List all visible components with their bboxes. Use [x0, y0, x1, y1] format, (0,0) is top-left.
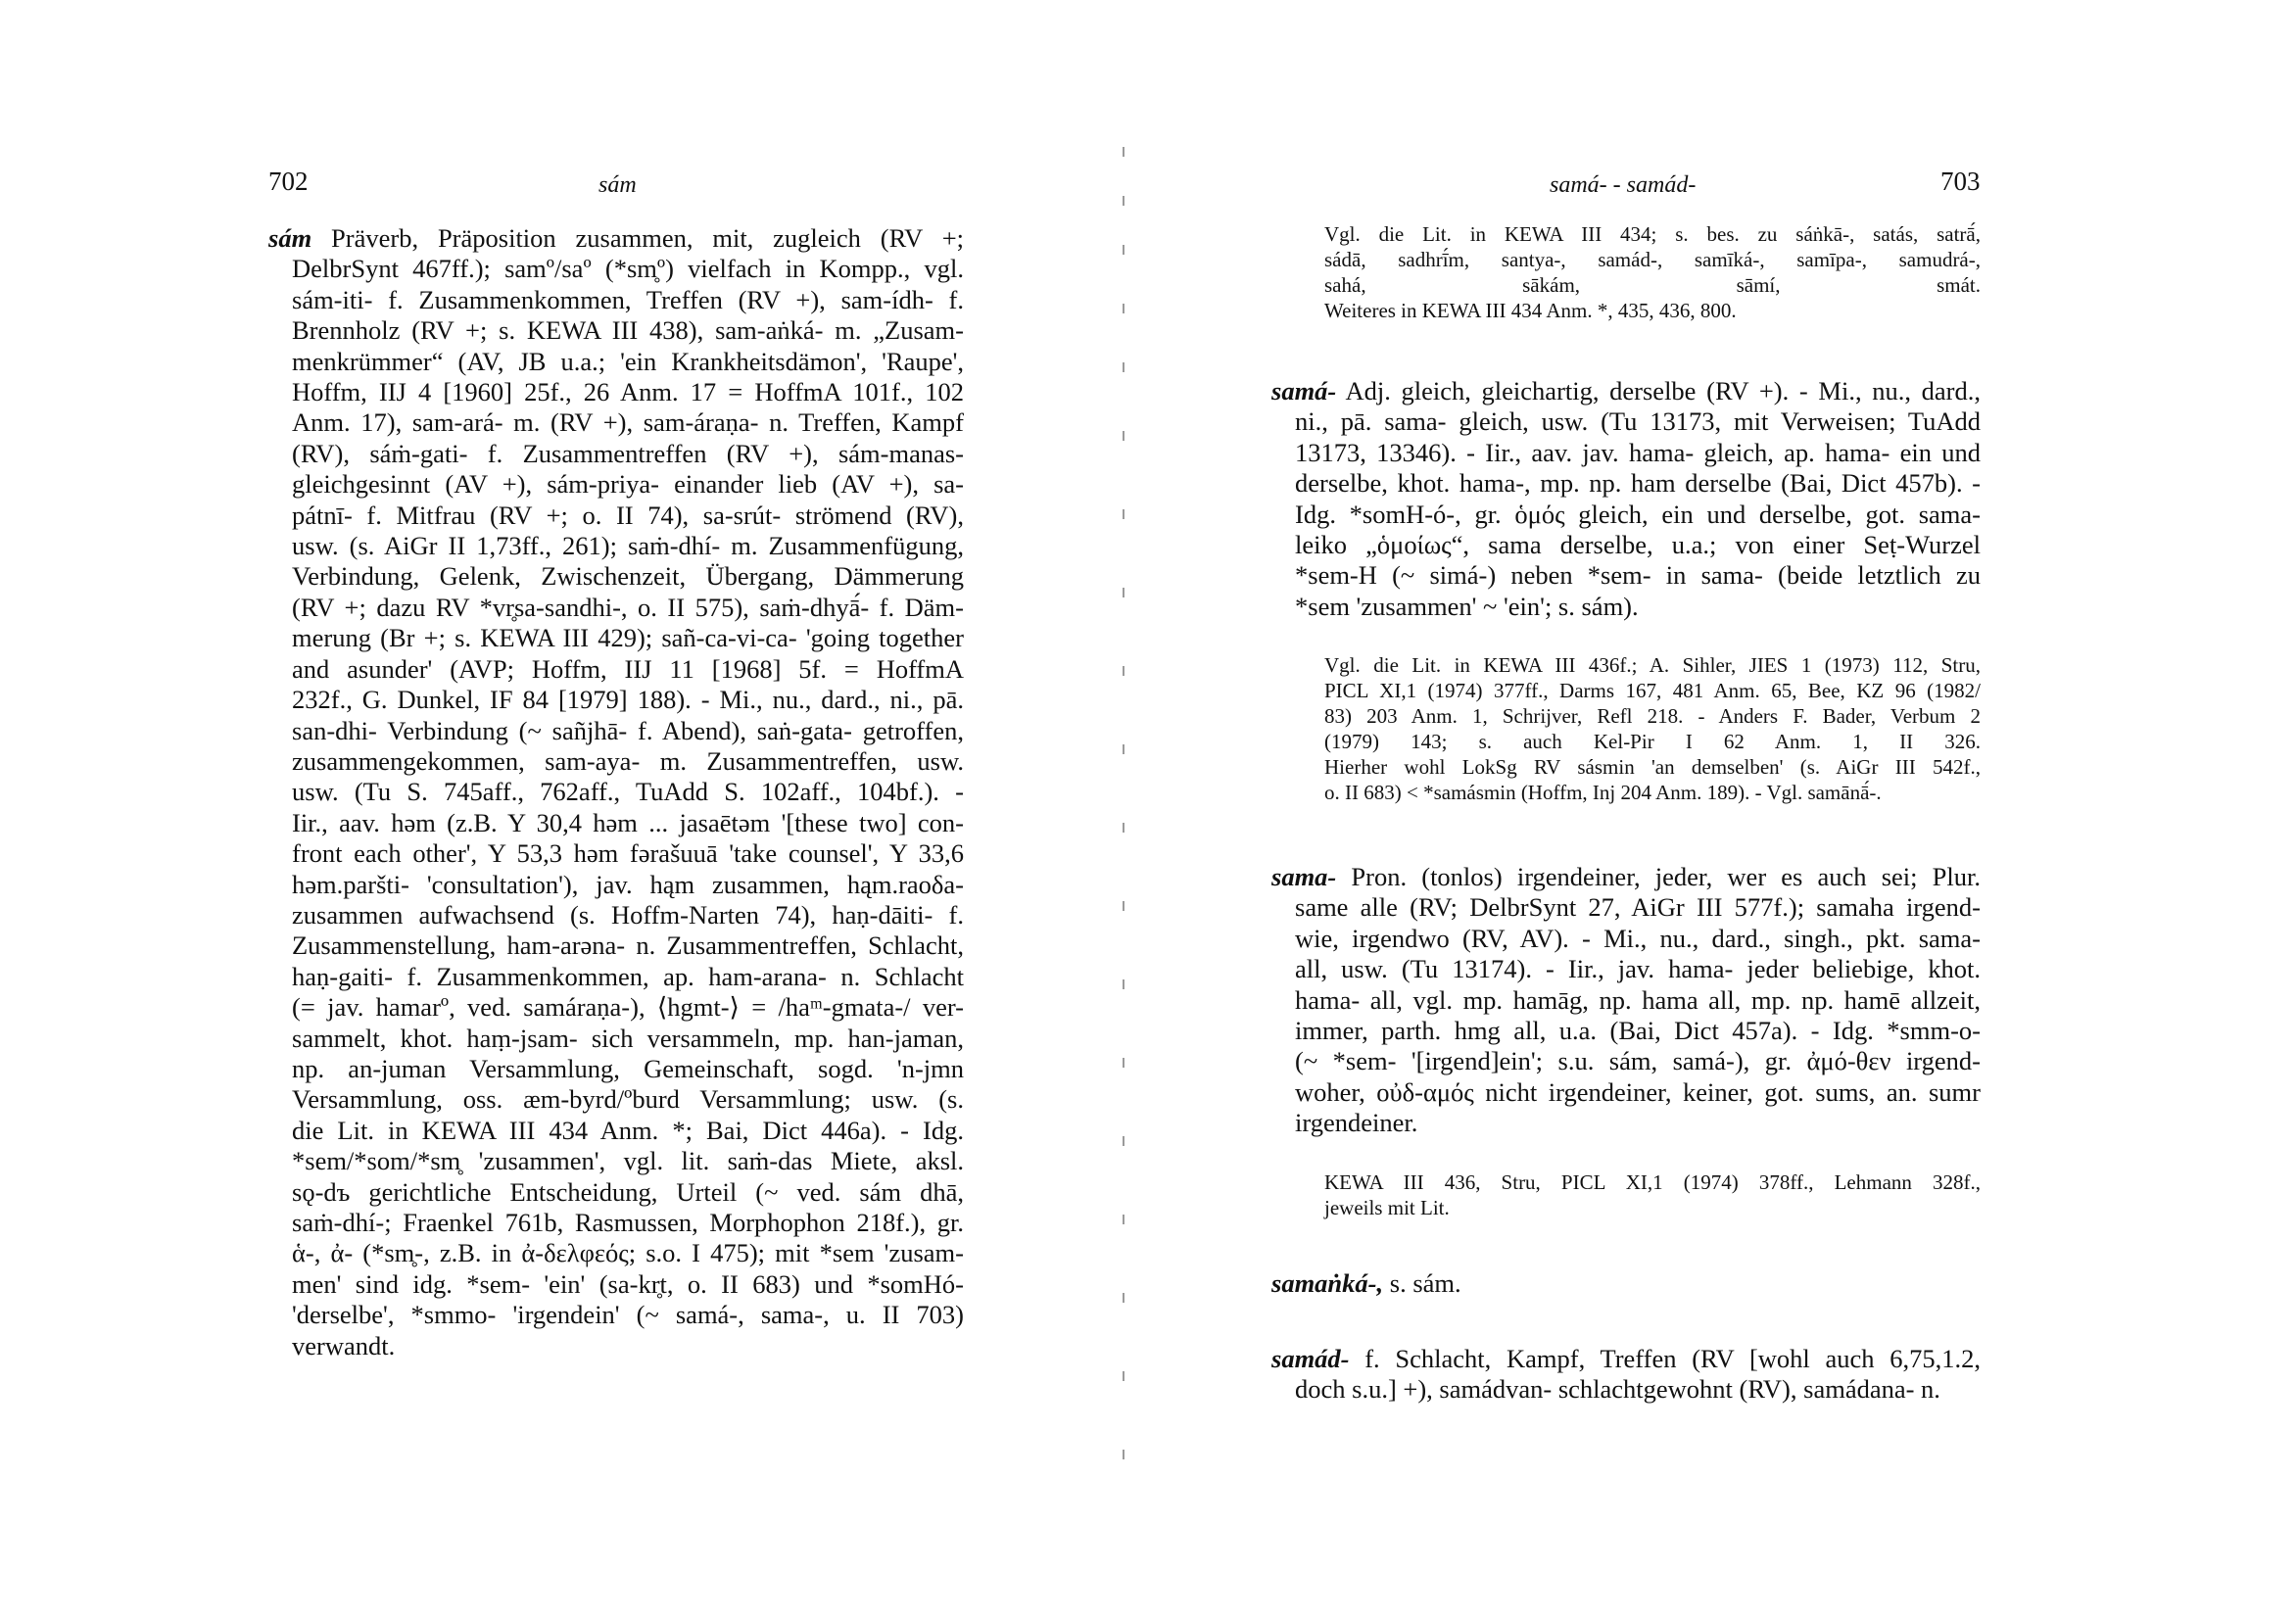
- text-line: Verbindung, Gelenk, Zwischenzeit, Übergang, Dämmerung: [292, 561, 964, 592]
- text-line: same alle (RV; DelbrSynt 27, AiGr III 577f.); samaha irgend-: [1295, 892, 1981, 923]
- text-line: haṇ-gaiti- f. Zusammenkommen, ap. ham-arana- n. Schlacht: [292, 961, 964, 991]
- running-head-right: samá- - samád-: [1550, 172, 1697, 198]
- text-line: *sem 'zusammen' ~ 'ein'; s. sám).: [1295, 591, 1639, 621]
- text-line: Idg. *somH-ó-, gr. ὁμός gleich, ein und derselbe, got. sama-: [1295, 499, 1981, 529]
- text-line: (~ *sem- '[irgend]ein'; s.u. sám, samá-), gr. ἀμό-θεν irgend-: [1295, 1046, 1981, 1076]
- text-line: np. an-juman Versammlung, Gemeinschaft, sogd. 'n-jmn: [292, 1053, 964, 1083]
- text-line: Iir., aav. həm (z.B. Y 30,4 həm ... jasaētəm '[these two] con-: [292, 807, 964, 837]
- text-line: 232f., G. Dunkel, IF 84 [1979] 188). - Mi., nu., dard., ni., pā.: [292, 685, 964, 715]
- text-line: all, usw. (Tu 13174). - Iir., jav. hama- jeder beliebige, khot.: [1295, 954, 1981, 984]
- text-line: hama- all, vgl. mp. hamāg, np. hama all, mp. np. hamē allzeit,: [1295, 984, 1981, 1015]
- text-line: Weiteres in KEWA III 434 Anm. *, 435, 436, 800.: [1324, 299, 1737, 322]
- text-line: (= jav. hamarº, ved. samáraṇa-), ⟨hgmt-⟩ = /haᵐ-gmata-/ ver-: [292, 992, 964, 1023]
- text-line: saṁ-dhí-; Fraenkel 761b, Rasmussen, Morphophon 218f.), gr.: [292, 1208, 964, 1237]
- text-line: leiko „ὁμοίως“, sama derselbe, u.a.; von einer Seṭ-Wurzel: [1295, 530, 1981, 560]
- text-line: sám Präverb, Präposition zusammen, mit, zugleich (RV +;: [268, 223, 964, 253]
- entry-sam: [268, 223, 964, 1361]
- text-line: həm.paršti- 'consultation'), jav. hąm zusammen, hąm.raoδa-: [292, 869, 964, 899]
- page-number-right: 703: [1940, 167, 1981, 196]
- text-line: merung (Br +; s. KEWA III 429); sañ-ca-vi-ca- 'going together: [292, 623, 964, 653]
- text-line: (RV +; dazu RV *vr̥sa-sandhi-, o. II 575), saṁ-dhyā́- f. Däm-: [292, 592, 964, 622]
- text-line: PICL XI,1 (1974) 377ff., Darms 167, 481 Anm. 65, Bee, KZ 96 (1982/: [1324, 679, 1981, 702]
- text-line: woher, οὐδ-αμός nicht irgendeiner, keiner, got. sums, an. sumr: [1295, 1076, 1981, 1107]
- text-line: *sem/*som/*sm̥ 'zusammen', vgl. lit. saṁ-das Miete, aksl.: [292, 1146, 964, 1176]
- text-line: derselbe, khot. hama-, mp. np. ham derselbe (Bai, Dict 457b). -: [1295, 468, 1981, 499]
- text-line: jeweils mit Lit.: [1324, 1196, 1450, 1219]
- text-line: Brennholz (RV +; s. KEWA III 438), sam-aṅká- m. „Zusam-: [292, 315, 964, 346]
- note-sama-pron: [1324, 1169, 1981, 1220]
- text-line: gleichgesinnt (AV +), sám-priya- einander lieb (AV +), sa-: [292, 469, 964, 500]
- page-number-left: 702: [268, 167, 309, 196]
- text-line: Hierher wohl LokSg RV sásmin 'an demselben' (s. AiGr III 542f.,: [1324, 755, 1981, 779]
- text-line: Versammlung, oss. æm-byrd/ºburd Versammlung; usw. (s.: [292, 1084, 964, 1115]
- text-line: usw. (Tu S. 745aff., 762aff., TuAdd S. 102aff., 104bf.). -: [292, 777, 964, 807]
- text-line: 'derselbe', *smmo- 'irgendein' (~ samá-, sama-, u. II 703): [292, 1300, 964, 1330]
- text-line: doch s.u.] +), samádvan- schlachtgewohnt (RV), samádana- n.: [1295, 1374, 1940, 1405]
- text-line: samaṅká-, s. sám.: [1271, 1268, 1461, 1298]
- text-line: irgendeiner.: [1295, 1108, 1418, 1138]
- text-line: (1979) 143; s. auch Kel-Pir I 62 Anm. 1, II 326.: [1324, 730, 1981, 753]
- text-line: men' sind idg. *sem- 'ein' (sa-kr̥t, o. II 683) und *somHó-: [292, 1268, 964, 1299]
- entry-sama-adj: [1271, 376, 1981, 622]
- text-line: sám-iti- f. Zusammenkommen, Treffen (RV +), sam-ídh- f.: [292, 284, 964, 314]
- note-sama-adj: [1324, 652, 1981, 805]
- text-line: sǫ-dъ gerichtliche Entscheidung, Urteil (~ ved. sám dhā,: [292, 1176, 964, 1207]
- text-line: zusammen aufwachsend (s. Hoffm-Narten 74), haṇ-dāiti- f.: [292, 899, 964, 930]
- text-line: and asunder' (AVP; Hoffm, IIJ 11 [1968] 5f. = HoffmA: [292, 653, 964, 684]
- text-line: immer, parth. hmg all, u.a. (Bai, Dict 457a). - Idg. *smm-o-: [1295, 1016, 1981, 1046]
- text-line: zusammengekommen, sam-aya- m. Zusammentreffen, usw.: [292, 745, 964, 776]
- text-line: wie, irgendwo (RV, AV). - Mi., nu., dard., singh., pkt. sama-: [1295, 923, 1981, 953]
- text-line: pátnī- f. Mitfrau (RV +; o. II 74), sa-srút- strömend (RV),: [292, 500, 964, 530]
- entry-samad: [1271, 1344, 1981, 1406]
- entry-sama-pron: [1271, 862, 1981, 1139]
- text-line: sammelt, khot. haṃ-jsam- sich versammeln, mp. han-jaman,: [292, 1023, 964, 1053]
- text-line: sádā, sadhrī́m, santya-, samád-, samīká-, samīpa-, samudrá-,: [1324, 248, 1981, 271]
- text-line: san-dhi- Verbindung (~ sañjhā- f. Abend), saṅ-gata- getroffen,: [292, 715, 964, 745]
- running-head-left: sám: [598, 172, 637, 198]
- text-line: verwandt.: [292, 1330, 396, 1360]
- entry-samanka: [1271, 1268, 1981, 1299]
- text-line: 83) 203 Anm. 1, Schrijver, Refl 218. - Anders F. Bader, Verbum 2: [1324, 704, 1981, 728]
- text-line: Anm. 17), sam-ará- m. (RV +), sam-áraṇa- n. Treffen, Kampf: [292, 407, 964, 438]
- text-line: o. II 683) < *samásmin (Hoffm, Inj 204 Anm. 189). - Vgl. samānā́-.: [1324, 781, 1882, 804]
- text-line: Hoffm, IIJ 4 [1960] 25f., 26 Anm. 17 = HoffmA 101f., 102: [292, 377, 964, 407]
- text-line: sama- Pron. (tonlos) irgendeiner, jeder, wer es auch sei; Plur.: [1271, 862, 1981, 891]
- text-line: 13173, 13346). - Iir., aav. jav. hama- gleich, ap. hama- ein und: [1295, 437, 1981, 467]
- text-line: samá- Adj. gleich, gleichartig, derselbe (RV +). - Mi., nu., dard.,: [1271, 376, 1981, 406]
- text-line: menkrümmer“ (AV, JB u.a.; 'ein Krankheitsdämon', 'Raupe',: [292, 346, 964, 376]
- text-line: Zusammenstellung, ham-arəna- n. Zusammentreffen, Schlacht,: [292, 930, 964, 961]
- text-line: *sem-H (~ simá-) neben *sem- in sama- (beide letztlich zu: [1295, 560, 1981, 591]
- text-line: sahá, sākám, sāmí, smát.: [1324, 273, 1981, 297]
- gutter-marks: [1123, 137, 1128, 1528]
- text-line: DelbrSynt 467ff.); samº/saº (*sm̥º) vielfach in Kompp., vgl.: [292, 254, 964, 284]
- text-line: die Lit. in KEWA III 434 Anm. *; Bai, Dict 446a). - Idg.: [292, 1115, 964, 1145]
- text-line: ἁ-, ἀ- (*sm̥-, z.B. in ἀ-δελφεός; s.o. I 475); mit *sem 'zusam-: [292, 1238, 964, 1268]
- text-line: usw. (s. AiGr II 1,73ff., 261); saṁ-dhí- m. Zusammenfügung,: [292, 531, 964, 561]
- text-line: ni., pā. sama- gleich, usw. (Tu 13173, mit Verweisen; TuAdd: [1295, 406, 1981, 437]
- text-line: Vgl. die Lit. in KEWA III 436f.; A. Sihler, JIES 1 (1973) 112, Stru,: [1324, 653, 1981, 677]
- text-line: (RV), sáṁ-gati- f. Zusammentreffen (RV +), sám-manas-: [292, 438, 964, 468]
- note-top: [1324, 221, 1981, 323]
- text-line: front each other', Y 53,3 həm fərašuuā 'take counsel', Y 33,6: [292, 838, 964, 869]
- text-line: KEWA III 436, Stru, PICL XI,1 (1974) 378ff., Lehmann 328f.,: [1324, 1170, 1981, 1194]
- text-line: Vgl. die Lit. in KEWA III 434; s. bes. zu sáṅkā-, satás, satrā́,: [1324, 222, 1981, 246]
- text-line: samád- f. Schlacht, Kampf, Treffen (RV [wohl auch 6,75,1.2,: [1271, 1344, 1981, 1373]
